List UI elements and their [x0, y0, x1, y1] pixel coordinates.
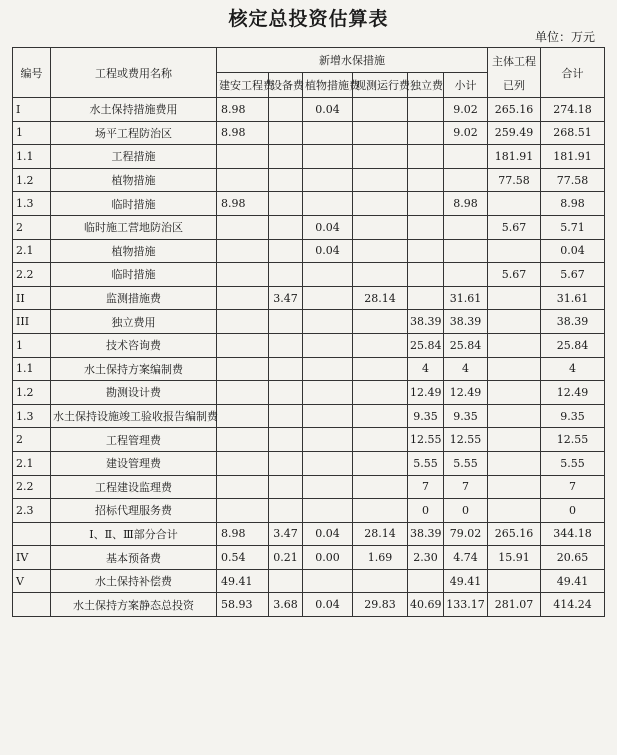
cell-code [13, 522, 51, 546]
cell-du: 7 [408, 475, 444, 499]
cell-jian: 8.98 [217, 522, 269, 546]
cell-jian [217, 333, 269, 357]
cell-she [269, 215, 303, 239]
header-main-line2: 已列 [503, 78, 526, 92]
cell-jian [217, 168, 269, 192]
cell-xiao: 79.02 [444, 522, 488, 546]
cell-jian: 49.41 [217, 569, 269, 593]
cell-total: 0.04 [541, 239, 605, 263]
cell-du [408, 168, 444, 192]
cell-guan [353, 310, 408, 334]
cell-xiao: 38.39 [444, 310, 488, 334]
cell-zhu [488, 286, 541, 310]
cell-she [269, 451, 303, 475]
cell-jian: 58.93 [217, 593, 269, 617]
cell-jian [217, 499, 269, 523]
cell-she [269, 569, 303, 593]
cell-code: 1.1 [13, 145, 51, 169]
cell-code: IV [13, 546, 51, 570]
cell-jian [217, 239, 269, 263]
cell-code: 2.2 [13, 475, 51, 499]
cell-zhu: 5.67 [488, 263, 541, 287]
cell-she [269, 499, 303, 523]
cell-du [408, 239, 444, 263]
cell-du: 2.30 [408, 546, 444, 570]
cell-xiao: 9.02 [444, 98, 488, 122]
cell-xiao: 4.74 [444, 546, 488, 570]
cell-zhu: 77.58 [488, 168, 541, 192]
cell-she [269, 475, 303, 499]
cell-xiao: 49.41 [444, 569, 488, 593]
investment-estimate-table [12, 47, 605, 617]
cell-she [269, 428, 303, 452]
cell-she [269, 121, 303, 145]
cell-zhu: 281.07 [488, 593, 541, 617]
cell-she: 3.68 [269, 593, 303, 617]
cell-name: 场平工程防治区 [51, 121, 217, 145]
table-row [13, 593, 605, 617]
header-col-guan: 观测运行费 [353, 73, 408, 98]
cell-name: 水土保持方案编制费 [51, 357, 217, 381]
cell-guan [353, 145, 408, 169]
cell-xiao: 31.61 [444, 286, 488, 310]
cell-she: 3.47 [269, 522, 303, 546]
cell-zhu [488, 357, 541, 381]
cell-name: 临时措施 [51, 192, 217, 216]
cell-zhi: 0.04 [303, 98, 353, 122]
cell-she: 3.47 [269, 286, 303, 310]
cell-du [408, 263, 444, 287]
cell-guan [353, 499, 408, 523]
table-row [13, 145, 605, 169]
cell-total: 181.91 [541, 145, 605, 169]
cell-total: 20.65 [541, 546, 605, 570]
cell-total: 38.39 [541, 310, 605, 334]
header-main-project [488, 48, 541, 98]
cell-xiao: 12.55 [444, 428, 488, 452]
cell-jian: 8.98 [217, 121, 269, 145]
cell-jian: 0.54 [217, 546, 269, 570]
cell-guan: 28.14 [353, 522, 408, 546]
cell-du: 38.39 [408, 522, 444, 546]
table-row [13, 381, 605, 405]
cell-name: 工程建设监理费 [51, 475, 217, 499]
cell-name: 临时措施 [51, 263, 217, 287]
cell-xiao: 7 [444, 475, 488, 499]
cell-zhu: 259.49 [488, 121, 541, 145]
header-name: 工程或费用名称 [51, 48, 217, 98]
cell-guan: 28.14 [353, 286, 408, 310]
cell-zhu [488, 404, 541, 428]
cell-name: 临时施工营地防治区 [51, 215, 217, 239]
cell-total: 8.98 [541, 192, 605, 216]
cell-guan [353, 357, 408, 381]
cell-zhu [488, 333, 541, 357]
cell-zhi [303, 286, 353, 310]
cell-code: 1.3 [13, 404, 51, 428]
cell-du: 4 [408, 357, 444, 381]
cell-she [269, 310, 303, 334]
cell-total: 4 [541, 357, 605, 381]
cell-zhi [303, 263, 353, 287]
cell-jian [217, 404, 269, 428]
cell-du: 12.49 [408, 381, 444, 405]
cell-total: 49.41 [541, 569, 605, 593]
cell-code: 2.3 [13, 499, 51, 523]
cell-xiao [444, 239, 488, 263]
cell-xiao: 133.17 [444, 593, 488, 617]
cell-zhi: 0.04 [303, 239, 353, 263]
cell-zhi [303, 381, 353, 405]
cell-du [408, 121, 444, 145]
header-col-jian: 建安工程费 [217, 73, 269, 98]
cell-she [269, 404, 303, 428]
cell-total: 0 [541, 499, 605, 523]
cell-name: 勘测设计费 [51, 381, 217, 405]
cell-she [269, 381, 303, 405]
cell-zhu: 15.91 [488, 546, 541, 570]
table-row [13, 310, 605, 334]
cell-she [269, 239, 303, 263]
cell-zhu [488, 475, 541, 499]
cell-zhu: 181.91 [488, 145, 541, 169]
table-row [13, 428, 605, 452]
cell-zhi [303, 475, 353, 499]
cell-jian [217, 263, 269, 287]
cell-jian [217, 451, 269, 475]
table-row [13, 475, 605, 499]
cell-zhu [488, 381, 541, 405]
cell-guan [353, 381, 408, 405]
table-row [13, 215, 605, 239]
table-title: 核定总投资估算表 [228, 8, 389, 30]
cell-zhi [303, 569, 353, 593]
cell-name: 监测措施费 [51, 286, 217, 310]
cell-total: 77.58 [541, 168, 605, 192]
cell-zhi: 0.04 [303, 593, 353, 617]
cell-jian: 8.98 [217, 98, 269, 122]
cell-du: 40.69 [408, 593, 444, 617]
cell-jian [217, 428, 269, 452]
cell-xiao [444, 263, 488, 287]
table-row [13, 451, 605, 475]
cell-zhi: 0.00 [303, 546, 353, 570]
cell-du: 0 [408, 499, 444, 523]
header-group: 新增水保措施 [217, 48, 488, 73]
table-row [13, 286, 605, 310]
cell-total: 5.67 [541, 263, 605, 287]
cell-xiao [444, 215, 488, 239]
cell-du: 25.84 [408, 333, 444, 357]
cell-name: 水土保持方案静态总投资 [51, 593, 217, 617]
cell-guan [353, 192, 408, 216]
cell-guan [353, 451, 408, 475]
cell-guan [353, 333, 408, 357]
table-row [13, 404, 605, 428]
cell-name: 水土保持补偿费 [51, 569, 217, 593]
cell-xiao [444, 168, 488, 192]
cell-code: 1.2 [13, 168, 51, 192]
cell-code: 2.1 [13, 451, 51, 475]
cell-code: II [13, 286, 51, 310]
cell-guan [353, 168, 408, 192]
cell-code: III [13, 310, 51, 334]
cell-jian [217, 145, 269, 169]
cell-du [408, 569, 444, 593]
cell-jian [217, 381, 269, 405]
cell-code: V [13, 569, 51, 593]
cell-du: 38.39 [408, 310, 444, 334]
table-row [13, 239, 605, 263]
cell-zhu [488, 239, 541, 263]
header-col-xiao: 小计 [444, 73, 488, 98]
cell-total: 9.35 [541, 404, 605, 428]
cell-name: 技术咨询费 [51, 333, 217, 357]
cell-zhi [303, 121, 353, 145]
cell-xiao: 0 [444, 499, 488, 523]
table-row [13, 546, 605, 570]
cell-zhi [303, 404, 353, 428]
cell-jian [217, 475, 269, 499]
header-col-du: 独立费 [408, 73, 444, 98]
cell-zhu [488, 310, 541, 334]
cell-code: 2.2 [13, 263, 51, 287]
cell-code: 1.3 [13, 192, 51, 216]
cell-jian [217, 310, 269, 334]
cell-total: 7 [541, 475, 605, 499]
cell-code: 2 [13, 428, 51, 452]
cell-zhu [488, 451, 541, 475]
cell-she [269, 357, 303, 381]
cell-zhi [303, 451, 353, 475]
cell-total: 268.51 [541, 121, 605, 145]
cell-guan [353, 121, 408, 145]
cell-code: 1.2 [13, 381, 51, 405]
cell-code: 1.1 [13, 357, 51, 381]
header-total: 合计 [541, 48, 605, 98]
cell-name: 植物措施 [51, 239, 217, 263]
cell-zhu: 265.16 [488, 522, 541, 546]
table-row [13, 192, 605, 216]
cell-du [408, 145, 444, 169]
cell-zhi [303, 310, 353, 334]
cell-jian [217, 357, 269, 381]
cell-total: 5.71 [541, 215, 605, 239]
cell-name: 建设管理费 [51, 451, 217, 475]
cell-code: 2 [13, 215, 51, 239]
cell-she [269, 192, 303, 216]
cell-zhi [303, 357, 353, 381]
cell-total: 12.55 [541, 428, 605, 452]
cell-zhu [488, 192, 541, 216]
cell-zhi [303, 192, 353, 216]
cell-xiao [444, 145, 488, 169]
table-row [13, 98, 605, 122]
header-code: 编号 [13, 48, 51, 98]
cell-zhi [303, 333, 353, 357]
cell-jian [217, 286, 269, 310]
cell-code [13, 593, 51, 617]
cell-zhi: 0.04 [303, 522, 353, 546]
cell-guan [353, 404, 408, 428]
cell-xiao: 5.55 [444, 451, 488, 475]
cell-guan [353, 215, 408, 239]
cell-total: 414.24 [541, 593, 605, 617]
table-row [13, 263, 605, 287]
cell-xiao: 25.84 [444, 333, 488, 357]
cell-name: 工程措施 [51, 145, 217, 169]
table-row [13, 569, 605, 593]
header-main-line1: 主体工程 [492, 54, 537, 68]
cell-jian: 8.98 [217, 192, 269, 216]
cell-xiao: 4 [444, 357, 488, 381]
cell-she [269, 98, 303, 122]
cell-guan [353, 428, 408, 452]
cell-xiao: 8.98 [444, 192, 488, 216]
cell-du [408, 98, 444, 122]
cell-du [408, 215, 444, 239]
table-row [13, 522, 605, 546]
cell-total: 31.61 [541, 286, 605, 310]
cell-she [269, 168, 303, 192]
cell-zhu [488, 569, 541, 593]
cell-zhi [303, 499, 353, 523]
cell-total: 344.18 [541, 522, 605, 546]
cell-xiao: 9.35 [444, 404, 488, 428]
table-row [13, 333, 605, 357]
cell-zhu [488, 499, 541, 523]
cell-guan [353, 239, 408, 263]
cell-zhi [303, 168, 353, 192]
cell-xiao: 12.49 [444, 381, 488, 405]
cell-name: Ⅰ、Ⅱ、Ⅲ部分合计 [51, 522, 217, 546]
cell-name: 水土保持措施费用 [51, 98, 217, 122]
cell-code: 1 [13, 121, 51, 145]
cell-zhu: 265.16 [488, 98, 541, 122]
cell-du: 9.35 [408, 404, 444, 428]
cell-guan: 29.83 [353, 593, 408, 617]
cell-name: 基本预备费 [51, 546, 217, 570]
table-row [13, 499, 605, 523]
cell-guan [353, 98, 408, 122]
cell-jian [217, 215, 269, 239]
cell-du: 5.55 [408, 451, 444, 475]
cell-du [408, 192, 444, 216]
cell-guan [353, 263, 408, 287]
cell-xiao: 9.02 [444, 121, 488, 145]
cell-zhi: 0.04 [303, 215, 353, 239]
table-body [13, 98, 605, 617]
cell-name: 招标代理服务费 [51, 499, 217, 523]
cell-zhu: 5.67 [488, 215, 541, 239]
table-row [13, 168, 605, 192]
header-col-zhi: 植物措施费 [303, 73, 353, 98]
cell-she [269, 333, 303, 357]
unit-label: 单位：万元 [534, 30, 595, 44]
table-row [13, 357, 605, 381]
cell-name: 植物措施 [51, 168, 217, 192]
header-col-she: 设备费 [269, 73, 303, 98]
cell-she: 0.21 [269, 546, 303, 570]
cell-guan [353, 475, 408, 499]
cell-zhi [303, 428, 353, 452]
cell-du: 12.55 [408, 428, 444, 452]
cell-guan: 1.69 [353, 546, 408, 570]
cell-name: 独立费用 [51, 310, 217, 334]
cell-total: 25.84 [541, 333, 605, 357]
cell-total: 274.18 [541, 98, 605, 122]
cell-guan [353, 569, 408, 593]
cell-name: 工程管理费 [51, 428, 217, 452]
table-row [13, 121, 605, 145]
cell-zhi [303, 145, 353, 169]
cell-code: I [13, 98, 51, 122]
cell-du [408, 286, 444, 310]
cell-code: 2.1 [13, 239, 51, 263]
cell-name: 水土保持设施竣工验收报告编制费 [51, 404, 217, 428]
cell-she [269, 145, 303, 169]
cell-she [269, 263, 303, 287]
cell-code: 1 [13, 333, 51, 357]
cell-total: 12.49 [541, 381, 605, 405]
cell-total: 5.55 [541, 451, 605, 475]
cell-zhu [488, 428, 541, 452]
